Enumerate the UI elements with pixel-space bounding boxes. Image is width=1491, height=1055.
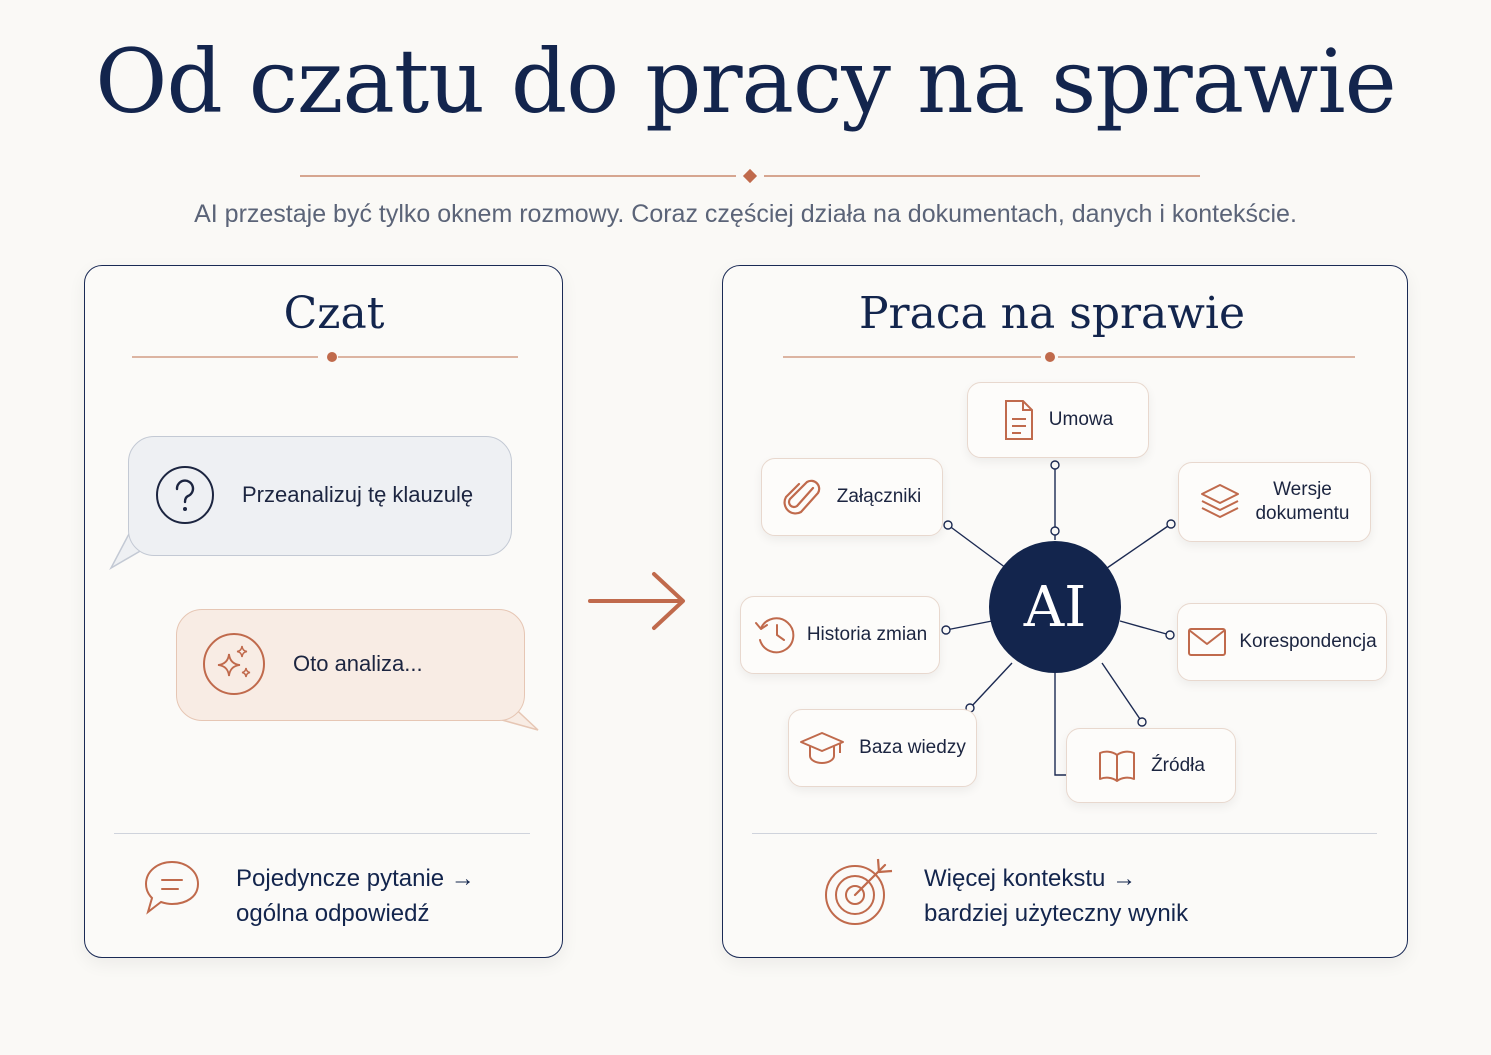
node-historia (740, 596, 940, 674)
book-icon (1097, 748, 1137, 784)
sparkles-icon (202, 632, 266, 696)
node-zalaczniki (761, 458, 943, 536)
question-circle-icon (154, 464, 216, 526)
case-footer-line2: bardziej użyteczny wynik (924, 900, 1189, 927)
chat-panel-title: Czat (283, 288, 385, 339)
node-umowa-label: Umowa (1048, 409, 1114, 430)
ai-hub-label: AI (1023, 574, 1087, 640)
target-icon (823, 853, 895, 929)
node-wersje (1178, 462, 1371, 542)
chat-footer-line2: ogólna odpowiedź (236, 900, 430, 927)
node-baza-label: Baza wiedzy (859, 737, 966, 758)
chat-footer-line1: Pojedyncze pytanie → (236, 865, 475, 892)
chat-footer-divider (114, 833, 530, 834)
ai-hub (989, 541, 1121, 673)
answer-text: Oto analiza... (293, 651, 423, 676)
node-korespondencja (1177, 603, 1387, 681)
node-historia-label: Historia zmian (806, 624, 928, 645)
page-subtitle: AI przestaje być tylko oknem rozmowy. Coraz częściej działa na dokumentach, danych i kontekście. (194, 200, 1297, 228)
page-title: Od czatu do pracy na sprawie (95, 30, 1396, 133)
title-divider (300, 168, 1200, 184)
arrow-right-icon (588, 570, 688, 632)
node-zrodla (1066, 728, 1236, 803)
case-footer-text (924, 861, 1188, 931)
node-wersje-line2: dokumentu (1255, 503, 1350, 524)
node-wersje-label (1255, 478, 1349, 526)
node-zalaczniki-label: Załączniki (836, 486, 922, 507)
node-wersje-line1: Wersje (1273, 479, 1332, 500)
layers-icon (1199, 482, 1241, 522)
chat-bubble-icon (142, 858, 202, 918)
case-footer-line1: Więcej kontekstu → (924, 865, 1137, 892)
envelope-icon (1187, 627, 1227, 657)
case-work-panel-title: Praca na sprawie (858, 288, 1246, 339)
node-umowa (967, 382, 1149, 458)
case-footer-divider (752, 833, 1377, 834)
node-baza (788, 709, 977, 787)
paperclip-icon (783, 476, 823, 518)
chat-panel-divider (132, 350, 518, 364)
document-icon (1003, 399, 1035, 441)
chat-footer-text (236, 861, 475, 931)
history-icon (753, 614, 797, 656)
node-korespondencja-label: Korespondencja (1239, 631, 1377, 652)
graduation-cap-icon (799, 729, 845, 767)
node-zrodla-label: Źródła (1151, 754, 1205, 776)
question-text: Przeanalizuj tę klauzulę (242, 482, 474, 507)
